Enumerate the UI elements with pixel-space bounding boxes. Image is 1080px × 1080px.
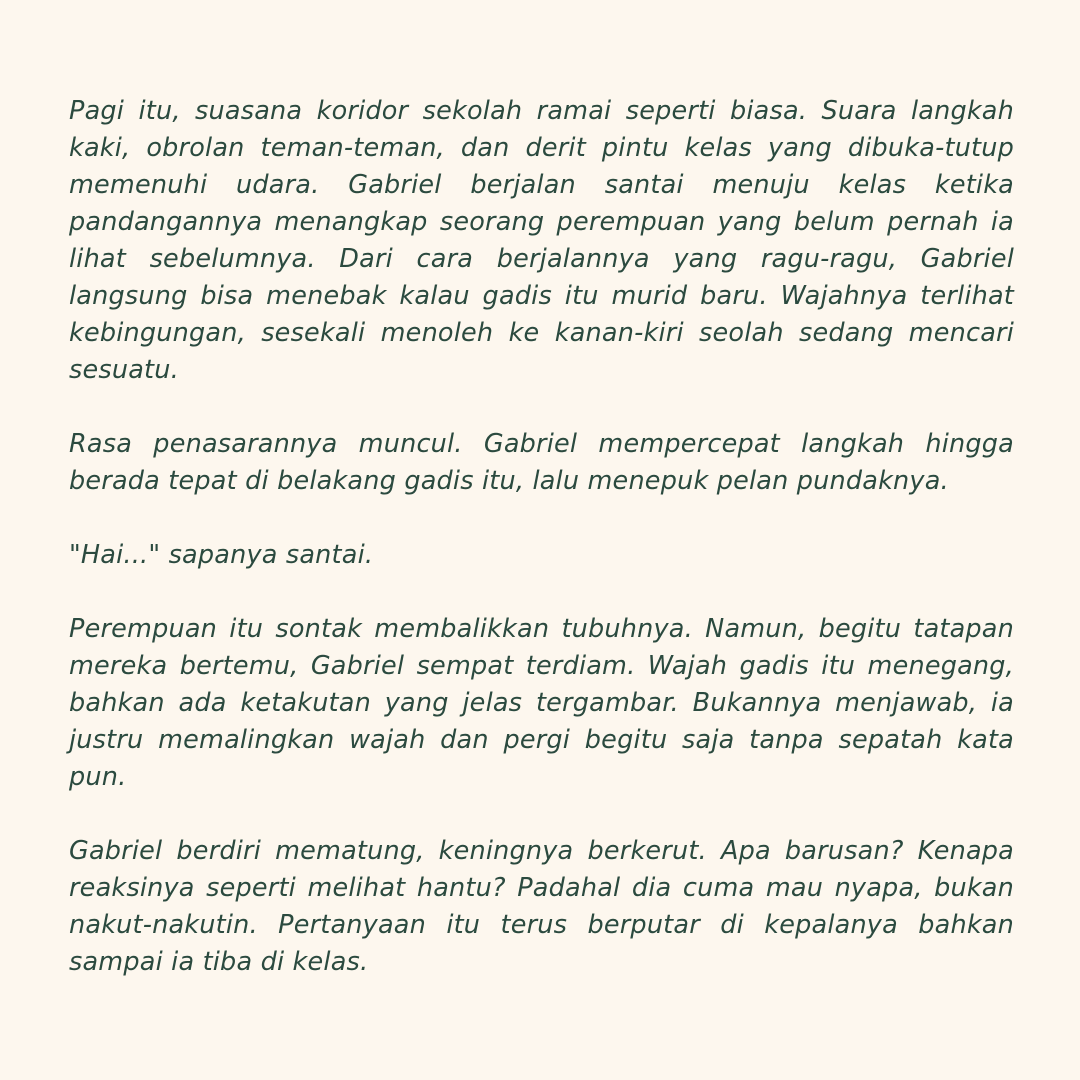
paragraph-1: Pagi itu, suasana koridor sekolah ramai seperti biasa. Suara langkah kaki, obrolan teman-teman, dan derit pintu kelas yang dibuka-tutup memenuhi udara. Gabriel berjalan santai menuju kelas ketika pandangannya menangkap seorang perempuan yang belum pernah ia lihat sebelumnya. Dari cara berjalannya yang ragu-ragu, Gabriel langsung bisa menebak kalau gadis itu murid baru. Wajahnya terlihat kebingungan, sesekali menoleh ke kanan-kiri seolah sedang mencari sesuatu. (69, 96, 1014, 385)
paragraph-5: Gabriel berdiri mematung, keningnya berkerut. Apa barusan? Kenapa reaksinya seperti melihat hantu? Padahal dia cuma mau nyapa, bukan nakut-nakutin. Pertanyaan itu terus berputar di kepalanya bahkan sampai ia tiba di kelas. (69, 836, 1014, 977)
paragraph-2: Rasa penasarannya muncul. Gabriel mempercepat langkah hingga berada tepat di belakang gadis itu, lalu menepuk pelan pundaknya. (69, 429, 1014, 496)
paragraph-3-dialogue: "Hai..." sapanya santai. (69, 540, 374, 570)
paragraph-4: Perempuan itu sontak membalikkan tubuhnya. Namun, begitu tatapan mereka bertemu, Gabriel sempat terdiam. Wajah gadis itu menegang, bahkan ada ketakutan yang jelas tergambar. Bukannya menjawab, ia justru memalingkan wajah dan pergi begitu saja tanpa sepatah kata pun. (69, 614, 1014, 792)
story-text (69, 93, 1014, 981)
